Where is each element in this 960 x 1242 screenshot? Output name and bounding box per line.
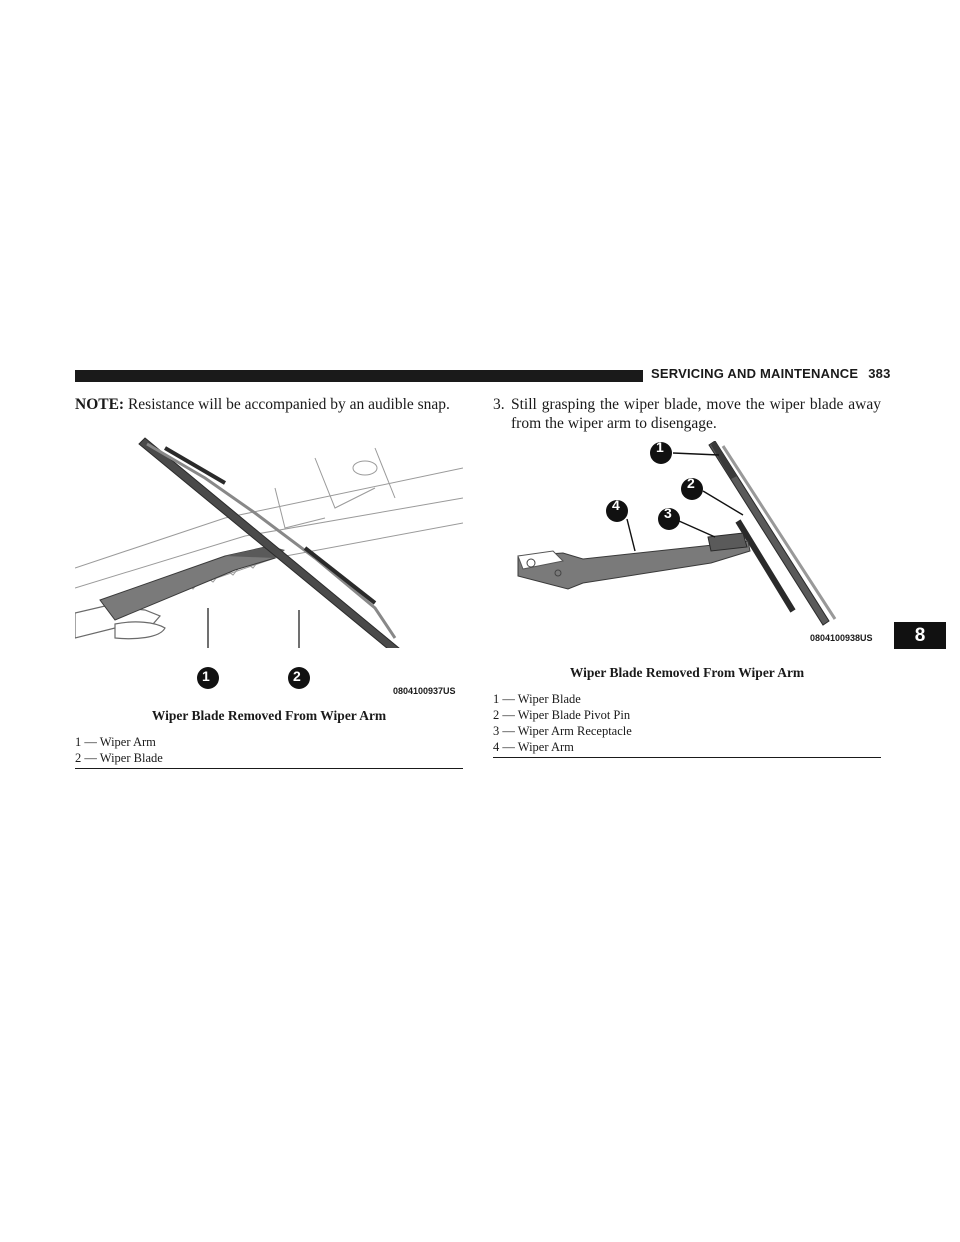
figure-left — [75, 428, 463, 769]
legend-item: 3 — Wiper Arm Receptacle — [493, 724, 632, 738]
note-paragraph — [75, 395, 463, 414]
chapter-tab: 8 — [894, 622, 946, 649]
legend-left — [75, 734, 463, 766]
section-title: SERVICING AND MAINTENANCE — [651, 366, 859, 381]
figure-code-left: 0804100937US — [393, 686, 456, 696]
note-label: NOTE: — [75, 396, 125, 413]
callout-label-3-right: 3 — [664, 505, 672, 521]
figure-caption-left: Wiper Blade Removed From Wiper Arm — [151, 708, 387, 723]
callout-label-1-left: 1 — [202, 668, 210, 684]
legend-item: 2 — Wiper Blade Pivot Pin — [493, 708, 631, 722]
note-text: Resistance will be accompanied by an audible snap. — [124, 396, 450, 413]
legend-item: 1 — Wiper Blade — [493, 692, 581, 706]
legend-item: 4 — Wiper Arm — [493, 740, 574, 754]
callout-label-4-right: 4 — [612, 497, 620, 513]
step-text: Still grasping the wiper blade, move the wiper blade away from the wiper arm to disengage. — [511, 396, 881, 432]
callout-label-2-right: 2 — [687, 475, 695, 491]
figure-right — [493, 441, 881, 758]
callout-label-1-right: 1 — [656, 439, 664, 455]
right-column — [493, 395, 881, 758]
figure-caption-right: Wiper Blade Removed From Wiper Arm — [569, 665, 805, 680]
wiper-blade-shape-right — [709, 441, 835, 625]
wiper-blade-illustration-right — [493, 441, 881, 641]
legend-right — [493, 691, 881, 755]
wiper-arm-shape — [100, 546, 275, 620]
wiper-arm-shape-right — [518, 533, 750, 589]
left-column — [75, 395, 463, 769]
figure-rule-left — [75, 768, 463, 769]
figure-code-right: 0804100938US — [810, 633, 873, 643]
header-bar — [75, 370, 643, 382]
running-header — [651, 366, 891, 381]
page-number: 383 — [868, 366, 891, 381]
callout-label-2-left: 2 — [293, 668, 301, 684]
wiper-blade-shape — [139, 438, 405, 648]
step-3 — [493, 395, 881, 433]
figure-rule-right — [493, 757, 881, 758]
legend-item: 1 — Wiper Arm — [75, 735, 156, 749]
step-number: 3. — [493, 396, 505, 413]
wiper-blade-illustration-left — [75, 428, 463, 648]
legend-item: 2 — Wiper Blade — [75, 751, 163, 765]
